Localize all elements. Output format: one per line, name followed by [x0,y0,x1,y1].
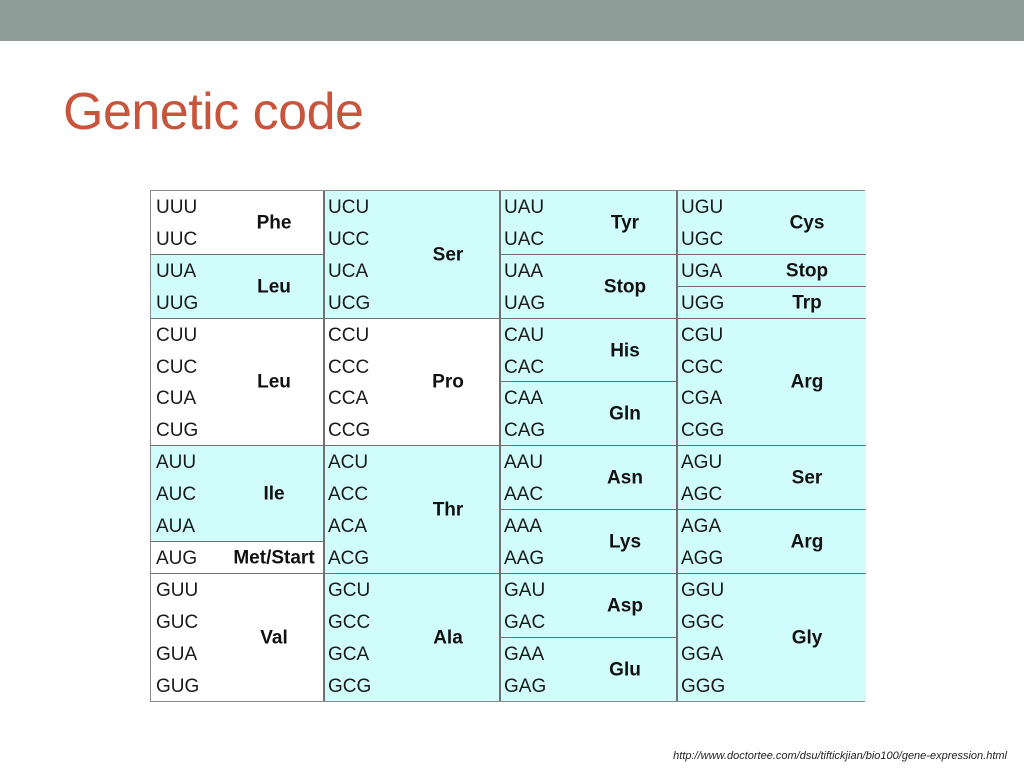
column-divider [676,191,678,701]
amino-acid-label: Arg [790,531,824,553]
codon-label: CGC [681,356,724,378]
codon-label: AUC [156,484,197,506]
codon-label: CUU [156,324,198,346]
codon-label: ACG [328,547,370,569]
amino-acid-label: Pro [432,371,464,393]
amino-acid-label: Gln [609,403,641,425]
codon-label: UGC [681,228,724,250]
codon-label: CUA [156,388,197,410]
codon-table [150,190,865,702]
amino-acid-label: Phe [256,212,292,234]
amino-acid-label: Asp [607,595,643,617]
codon-label: GCG [328,675,372,697]
amino-acid-label: His [610,340,640,361]
codon-label: CGG [681,420,725,442]
codon-label: UAC [504,228,545,250]
codon-label: GUG [156,675,200,697]
amino-acid-label: Cys [789,212,825,234]
codon-label: GCA [328,643,370,665]
codon-label: CCG [328,420,371,442]
codon-label: UAA [504,260,544,282]
codon-label: UUA [156,260,197,282]
codon-label: AGG [681,547,724,569]
codon-label: AAG [504,547,545,569]
amino-acid-label: Arg [790,371,824,393]
codon-label: GCC [328,611,371,633]
amino-acid-label: Lys [608,531,642,553]
slide-title: Genetic code [63,83,364,141]
codon-label: UGG [681,292,725,314]
codon-label: AUU [156,452,197,474]
codon-label: UAG [504,292,546,314]
amino-acid-label: Ala [433,627,463,649]
codon-label: CAG [504,420,546,442]
codon-label: CAA [504,388,544,410]
codon-label: GAC [504,611,546,633]
codon-label: GUU [156,579,199,601]
codon-label: UUC [156,228,198,250]
amino-acid-label: Tyr [610,212,640,234]
codon-label: UUU [156,197,198,218]
codon-label: GCU [328,579,371,601]
codon-label: GUC [156,611,199,633]
codon-label: CUG [156,420,199,442]
amino-acid-label: Ile [263,483,285,505]
codon-label: AAA [504,516,543,537]
codon-label: ACU [328,452,369,474]
codon-label: AGC [681,484,723,506]
codon-label: GGU [681,579,725,601]
codon-label: CAU [504,324,545,346]
amino-acid-label: Ser [432,244,464,266]
codon-label: CCA [328,388,369,410]
codon-label: UCG [328,292,371,314]
codon-label: UAU [504,197,545,218]
codon-label: GAA [504,643,545,665]
codon-label: UCA [328,260,369,282]
amino-acid-label: Trp [792,292,822,314]
codon-label: CCC [328,356,370,378]
codon-label: CAC [504,356,545,378]
codon-label: GAG [504,675,547,697]
amino-acid-label: Asn [607,467,643,489]
amino-acid-label: Stop [603,276,647,298]
amino-acid-label: Gly [791,627,823,649]
codon-label: UCU [328,197,370,218]
amino-acid-label: Met/Start [233,547,315,569]
codon-label: UGA [681,260,723,282]
codon-label: AUG [156,547,198,569]
amino-acid-label: Val [260,627,288,649]
codon-label: GAU [504,579,546,601]
amino-acid-label: Stop [785,260,829,282]
column-divider [499,191,501,701]
amino-acid-label: Thr [432,499,464,521]
codon-label: GUA [156,643,198,665]
codon-label: CCU [328,324,370,346]
codon-label: AGA [681,516,722,537]
codon-label: UCC [328,228,370,250]
amino-acid-label: Glu [609,659,641,680]
source-url: http://www.doctortee.com/dsu/tiftickjian/bio100/gene-expression.html [673,750,1007,762]
codon-label: AAC [504,484,544,506]
amino-acid-label: Leu [257,371,291,393]
top-bar [0,0,1024,41]
codon-label: AUA [156,516,196,537]
column-divider [323,191,325,701]
codon-label: ACC [328,484,369,506]
codon-label: CGA [681,388,723,410]
codon-label: AGU [681,452,723,474]
codon-label: CGU [681,324,724,346]
codon-label: UGU [681,197,724,218]
codon-label: ACA [328,516,368,537]
codon-label: GGA [681,643,724,665]
amino-acid-label: Ser [791,467,823,489]
codon-label: CUC [156,356,198,378]
codon-label: AAU [504,452,544,474]
codon-label: UUG [156,292,199,314]
codon-label: GGG [681,675,726,697]
codon-label: GGC [681,611,725,633]
amino-acid-label: Leu [257,276,291,298]
